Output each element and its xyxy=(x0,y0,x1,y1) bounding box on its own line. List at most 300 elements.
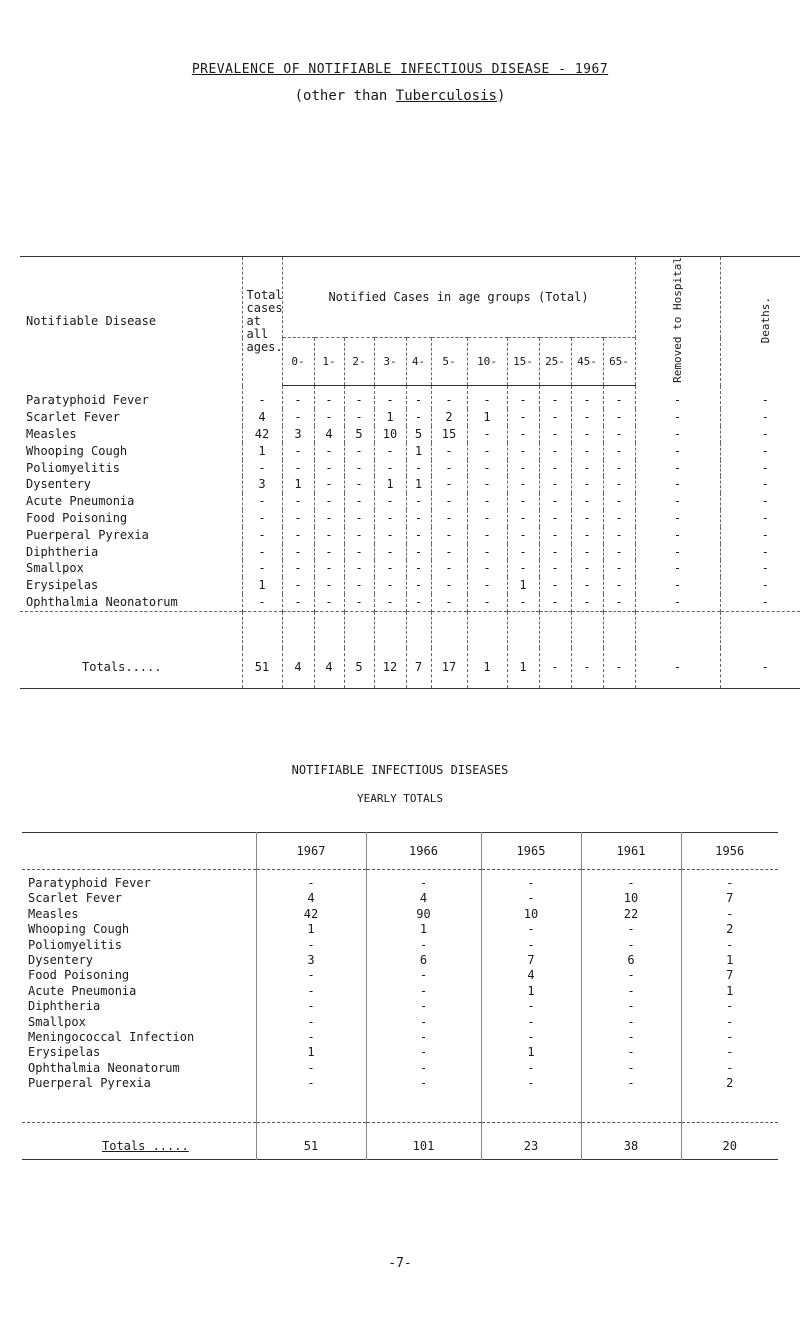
age-cell: - xyxy=(467,544,507,561)
age-cell: - xyxy=(406,460,431,477)
age-cell: - xyxy=(431,577,467,594)
totals-age: 17 xyxy=(431,648,467,689)
age-cell: 1 xyxy=(406,476,431,493)
age-cell: - xyxy=(507,594,539,611)
age-cell: - xyxy=(374,560,406,577)
age-cell: - xyxy=(314,577,344,594)
total-cell: - xyxy=(242,527,282,544)
age-cell: - xyxy=(571,409,603,426)
table-row xyxy=(20,577,800,594)
year-value: - xyxy=(481,1061,581,1076)
age-cell: - xyxy=(539,510,571,527)
disease-name: Paratyphoid Fever xyxy=(26,393,149,408)
age-cell: - xyxy=(314,386,344,409)
disease-header-blank xyxy=(22,833,256,870)
age-cell: - xyxy=(539,560,571,577)
age-cell: - xyxy=(431,510,467,527)
age-cell: - xyxy=(603,510,635,527)
year-value: 1 xyxy=(481,1045,581,1060)
spacer-cell xyxy=(603,611,635,648)
removed-header: Removed to Hospital xyxy=(635,257,720,386)
year-value: - xyxy=(256,984,366,999)
deaths-cell: - xyxy=(720,560,800,577)
deaths-cell: - xyxy=(720,409,800,426)
total-cell: - xyxy=(242,560,282,577)
year-value: - xyxy=(256,938,366,953)
removed-cell: - xyxy=(635,493,720,510)
year-value: - xyxy=(256,1061,366,1076)
age-cell: - xyxy=(282,577,314,594)
yearly-totals-table xyxy=(22,832,778,1160)
disease-name: Food Poisoning xyxy=(28,968,130,983)
age-cell: - xyxy=(467,577,507,594)
year-value: 90 xyxy=(366,907,481,922)
age-cell: - xyxy=(314,409,344,426)
age-cell: - xyxy=(571,460,603,477)
age-cell: - xyxy=(507,460,539,477)
age-cell: - xyxy=(539,577,571,594)
year-value: 1 xyxy=(256,1045,366,1060)
age-cell: - xyxy=(603,594,635,611)
age-cell: - xyxy=(344,493,374,510)
age-cell: 2 xyxy=(431,409,467,426)
totals-age: 1 xyxy=(507,648,539,689)
totals-age: 1 xyxy=(467,648,507,689)
table-row xyxy=(20,426,800,443)
disease-name: Smallpox xyxy=(28,1014,86,1029)
year-value: - xyxy=(581,1015,681,1030)
table-row xyxy=(20,386,800,409)
year-value: 2 xyxy=(681,1076,778,1091)
totals-age: 5 xyxy=(344,648,374,689)
year-value: 1 xyxy=(481,984,581,999)
age-cell: - xyxy=(282,527,314,544)
age-cell: - xyxy=(467,560,507,577)
year-value: 10 xyxy=(481,907,581,922)
age-cell: - xyxy=(431,476,467,493)
disease-name: Ophthalmia Neonatorum xyxy=(26,594,178,609)
age-cell: - xyxy=(507,560,539,577)
age-cell: - xyxy=(344,443,374,460)
age-cell: - xyxy=(406,493,431,510)
total-cell: 42 xyxy=(242,426,282,443)
total-cell: 3 xyxy=(242,476,282,493)
year-value: - xyxy=(366,1015,481,1030)
year-value: 3 xyxy=(256,953,366,968)
age-cell: - xyxy=(571,476,603,493)
year-value: - xyxy=(581,1030,681,1045)
age-cell: - xyxy=(344,476,374,493)
disease-name: Erysipelas xyxy=(28,1045,101,1060)
age-cell: - xyxy=(431,544,467,561)
year-value: 4 xyxy=(256,891,366,906)
age-cell: 5 xyxy=(344,426,374,443)
age-cell: - xyxy=(507,544,539,561)
age-cell: - xyxy=(431,443,467,460)
year-value: - xyxy=(366,968,481,983)
age-cell: - xyxy=(282,510,314,527)
age-cell: - xyxy=(571,426,603,443)
disease-name: Paratyphoid Fever xyxy=(28,876,151,890)
age-cell: - xyxy=(344,577,374,594)
table-row xyxy=(22,968,778,983)
table-row xyxy=(22,1076,778,1091)
year-value: - xyxy=(481,891,581,906)
year-value: - xyxy=(366,870,481,892)
spacer-cell xyxy=(507,611,539,648)
table-row xyxy=(22,953,778,968)
spacer-cell xyxy=(374,611,406,648)
age-cell: - xyxy=(431,560,467,577)
age-cell: - xyxy=(539,527,571,544)
age-cell: - xyxy=(406,594,431,611)
age-group-header: 25- xyxy=(539,338,571,386)
age-cell: - xyxy=(282,594,314,611)
disease-name: Meningococcal Infection xyxy=(28,1030,195,1045)
deaths-cell: - xyxy=(720,527,800,544)
age-cell: - xyxy=(374,443,406,460)
age-cell: - xyxy=(539,544,571,561)
age-group-header: 65- xyxy=(603,338,635,386)
year-value: - xyxy=(681,938,778,953)
total-cell: - xyxy=(242,544,282,561)
spacer-cell xyxy=(720,611,800,648)
year-header: 1956 xyxy=(681,833,778,870)
age-cell: - xyxy=(467,476,507,493)
age-group-header: 2- xyxy=(344,338,374,386)
age-cell: - xyxy=(571,510,603,527)
age-cell: - xyxy=(507,426,539,443)
disease-name: Scarlet Fever xyxy=(28,891,122,906)
year-value: 6 xyxy=(581,953,681,968)
totals-removed: - xyxy=(635,648,720,689)
age-cell: - xyxy=(571,443,603,460)
year-value: - xyxy=(681,907,778,922)
disease-header: Notifiable Disease xyxy=(26,314,157,329)
year-value: 7 xyxy=(481,953,581,968)
removed-cell: - xyxy=(635,426,720,443)
table-row xyxy=(22,1030,778,1045)
year-value: - xyxy=(256,1076,366,1091)
age-cell: - xyxy=(431,527,467,544)
year-value: 7 xyxy=(681,891,778,906)
age-cell: - xyxy=(467,443,507,460)
year-value: - xyxy=(581,870,681,892)
disease-name: Acute Pneumonia xyxy=(26,494,135,509)
total-cell: - xyxy=(242,510,282,527)
age-cell: - xyxy=(603,460,635,477)
age-group-header: 3- xyxy=(374,338,406,386)
totals-age: 4 xyxy=(314,648,344,689)
age-cell: - xyxy=(539,594,571,611)
age-cell: - xyxy=(507,386,539,409)
totals-total: 51 xyxy=(242,648,282,689)
total-cell: 4 xyxy=(242,409,282,426)
disease-name: Poliomyelitis xyxy=(26,460,120,475)
total-cases-header: Total cases at all ages. xyxy=(242,257,282,386)
year-value: - xyxy=(581,999,681,1014)
year-value: - xyxy=(681,1030,778,1045)
age-cell: 1 xyxy=(374,409,406,426)
table-row xyxy=(22,891,778,906)
age-cell: - xyxy=(344,409,374,426)
age-cell: - xyxy=(467,493,507,510)
age-cell: - xyxy=(603,443,635,460)
year-value: - xyxy=(681,1015,778,1030)
age-cell: - xyxy=(282,409,314,426)
spacer-cell xyxy=(256,1092,366,1123)
age-cell: - xyxy=(539,476,571,493)
deaths-header: Deaths. xyxy=(720,257,800,386)
year-value: - xyxy=(581,1061,681,1076)
year-value: 4 xyxy=(481,968,581,983)
age-group-table xyxy=(20,256,800,689)
age-cell: - xyxy=(282,544,314,561)
year-header: 1961 xyxy=(581,833,681,870)
totals-value: 20 xyxy=(681,1122,778,1159)
year-value: 6 xyxy=(366,953,481,968)
deaths-cell: - xyxy=(720,443,800,460)
year-value: 1 xyxy=(366,922,481,937)
age-cell: - xyxy=(374,493,406,510)
age-cell: - xyxy=(539,460,571,477)
age-cell: - xyxy=(467,460,507,477)
age-cell: - xyxy=(467,510,507,527)
deaths-cell: - xyxy=(720,386,800,409)
table-row xyxy=(20,560,800,577)
age-cell: - xyxy=(314,594,344,611)
year-value: - xyxy=(481,1076,581,1091)
age-cell: - xyxy=(507,476,539,493)
disease-name: Smallpox xyxy=(26,561,84,576)
year-value: - xyxy=(481,1030,581,1045)
age-cell: - xyxy=(374,386,406,409)
total-cell: - xyxy=(242,386,282,409)
removed-cell: - xyxy=(635,544,720,561)
age-cell: - xyxy=(603,476,635,493)
disease-name: Puerperal Pyrexia xyxy=(26,527,149,542)
age-cell: - xyxy=(374,460,406,477)
year-value: 22 xyxy=(581,907,681,922)
year-header: 1965 xyxy=(481,833,581,870)
deaths-cell: - xyxy=(720,577,800,594)
age-cell: - xyxy=(603,386,635,409)
spacer-cell xyxy=(481,1092,581,1123)
table-row xyxy=(20,476,800,493)
age-cell: - xyxy=(344,544,374,561)
totals-age: - xyxy=(571,648,603,689)
age-cell: - xyxy=(539,426,571,443)
age-cell: - xyxy=(507,510,539,527)
year-value: - xyxy=(256,1030,366,1045)
year-value: - xyxy=(481,999,581,1014)
year-value: - xyxy=(256,968,366,983)
year-value: - xyxy=(481,922,581,937)
age-cell: - xyxy=(344,510,374,527)
age-cell: 1 xyxy=(374,476,406,493)
removed-cell: - xyxy=(635,460,720,477)
table-row xyxy=(22,984,778,999)
removed-cell: - xyxy=(635,594,720,611)
age-cell: 1 xyxy=(467,409,507,426)
year-value: 4 xyxy=(366,891,481,906)
age-cell: - xyxy=(282,460,314,477)
age-cell: - xyxy=(282,493,314,510)
year-header: 1966 xyxy=(366,833,481,870)
age-cell: - xyxy=(314,527,344,544)
spacer-cell xyxy=(539,611,571,648)
age-cell: - xyxy=(467,594,507,611)
spacer-cell xyxy=(344,611,374,648)
year-value: - xyxy=(581,938,681,953)
age-cell: - xyxy=(314,544,344,561)
age-cell: - xyxy=(344,527,374,544)
totals-value: 23 xyxy=(481,1122,581,1159)
age-cell: - xyxy=(467,527,507,544)
year-value: - xyxy=(581,968,681,983)
table-row xyxy=(22,938,778,953)
totals-age: - xyxy=(603,648,635,689)
disease-name: Erysipelas xyxy=(26,578,99,593)
spacer-cell xyxy=(431,611,467,648)
spacer-row xyxy=(20,611,800,648)
age-cell: - xyxy=(603,527,635,544)
totals-value: 51 xyxy=(256,1122,366,1159)
spacer-cell xyxy=(20,611,242,648)
table-row xyxy=(22,1045,778,1060)
age-cell: - xyxy=(314,476,344,493)
disease-name: Food Poisoning xyxy=(26,510,128,525)
deaths-cell: - xyxy=(720,426,800,443)
age-cell: - xyxy=(571,386,603,409)
table-row xyxy=(20,460,800,477)
age-cell: - xyxy=(344,386,374,409)
age-cell: - xyxy=(431,594,467,611)
removed-cell: - xyxy=(635,560,720,577)
year-value: - xyxy=(481,870,581,892)
removed-cell: - xyxy=(635,443,720,460)
year-value: - xyxy=(366,1030,481,1045)
age-cell: - xyxy=(603,544,635,561)
disease-name: Ophthalmia Neonatorum xyxy=(28,1060,180,1075)
year-value: 1 xyxy=(256,922,366,937)
age-cell: - xyxy=(282,386,314,409)
year-value: - xyxy=(481,938,581,953)
age-cell: 5 xyxy=(406,426,431,443)
spacer-cell xyxy=(681,1092,778,1123)
age-group-header: 15- xyxy=(507,338,539,386)
age-cell: - xyxy=(603,409,635,426)
age-cell: - xyxy=(571,544,603,561)
year-value: - xyxy=(681,870,778,892)
disease-name: Dysentery xyxy=(28,953,94,968)
age-cell: - xyxy=(603,426,635,443)
removed-cell: - xyxy=(635,577,720,594)
year-value: - xyxy=(366,1061,481,1076)
age-cell: - xyxy=(571,527,603,544)
year-value: - xyxy=(681,1061,778,1076)
year-value: 1 xyxy=(681,953,778,968)
age-cell: - xyxy=(431,493,467,510)
disease-name: Poliomyelitis xyxy=(28,937,122,952)
year-value: - xyxy=(366,1076,481,1091)
age-cell: - xyxy=(374,594,406,611)
page-number: -7- xyxy=(388,1256,412,1271)
page-title: PREVALENCE OF NOTIFIABLE INFECTIOUS DISEASE - 1967 xyxy=(191,62,609,77)
age-cell: - xyxy=(467,426,507,443)
disease-name: Whooping Cough xyxy=(26,443,128,458)
year-value: 42 xyxy=(256,907,366,922)
removed-cell: - xyxy=(635,409,720,426)
age-group-header: 1- xyxy=(314,338,344,386)
table-row xyxy=(20,409,800,426)
spacer-cell xyxy=(282,611,314,648)
age-group-header: 5- xyxy=(431,338,467,386)
total-cell: - xyxy=(242,460,282,477)
age-group-header: 10- xyxy=(467,338,507,386)
spacer-cell xyxy=(22,1092,256,1123)
age-cell: - xyxy=(374,544,406,561)
age-cell: - xyxy=(314,560,344,577)
age-cell: - xyxy=(571,577,603,594)
spacer-cell xyxy=(581,1092,681,1123)
total-cell: 1 xyxy=(242,443,282,460)
age-cell: - xyxy=(374,577,406,594)
disease-name: Scarlet Fever xyxy=(26,410,120,425)
removed-cell: - xyxy=(635,510,720,527)
age-cell: - xyxy=(571,594,603,611)
spacer-cell xyxy=(406,611,431,648)
age-cell: - xyxy=(507,409,539,426)
year-value: - xyxy=(366,999,481,1014)
totals-label: Totals..... xyxy=(82,660,162,675)
table-row xyxy=(22,870,778,892)
age-cell: - xyxy=(603,493,635,510)
year-value: - xyxy=(366,984,481,999)
age-cell: - xyxy=(571,560,603,577)
totals-age: 7 xyxy=(406,648,431,689)
deaths-cell: - xyxy=(720,460,800,477)
yearly-table-heading: NOTIFIABLE INFECTIOUS DISEASES xyxy=(291,763,509,777)
total-cell: - xyxy=(242,493,282,510)
spacer-cell xyxy=(314,611,344,648)
table-row xyxy=(22,907,778,922)
age-cell: - xyxy=(507,493,539,510)
total-cell: - xyxy=(242,594,282,611)
table-row xyxy=(22,999,778,1014)
age-groups-header: Notified Cases in age groups (Total) xyxy=(282,257,635,338)
age-cell: - xyxy=(374,510,406,527)
age-cell: 1 xyxy=(507,577,539,594)
age-group-header: 4- xyxy=(406,338,431,386)
totals-age: 4 xyxy=(282,648,314,689)
year-value: 10 xyxy=(581,891,681,906)
totals-row xyxy=(20,648,800,689)
age-cell: - xyxy=(314,510,344,527)
year-value: - xyxy=(256,870,366,892)
totals-age: - xyxy=(539,648,571,689)
disease-name: Acute Pneumonia xyxy=(28,983,137,998)
yearly-table-subheading: YEARLY TOTALS xyxy=(356,792,444,805)
spacer-cell xyxy=(242,611,282,648)
age-cell: - xyxy=(406,386,431,409)
age-cell: - xyxy=(539,409,571,426)
table-row xyxy=(20,594,800,611)
disease-name: Diphtheria xyxy=(28,999,101,1014)
age-cell: - xyxy=(406,544,431,561)
age-cell: - xyxy=(406,577,431,594)
age-cell: - xyxy=(507,443,539,460)
